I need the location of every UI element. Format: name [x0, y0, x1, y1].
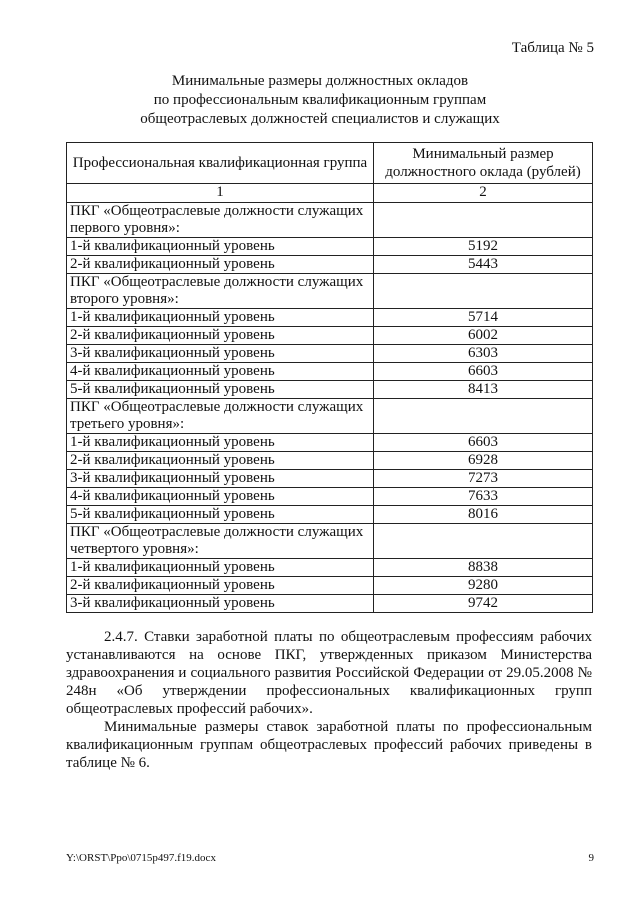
group-value-empty: [374, 399, 593, 434]
table-row: [67, 363, 593, 381]
header-group: Профессиональная квалификационная группа: [67, 143, 374, 184]
group-row: [67, 524, 593, 559]
salary-cell: 5714: [374, 309, 593, 327]
table-row: [67, 256, 593, 274]
table-row: [67, 238, 593, 256]
footer-file-path: Y:\ORST\Ppo\0715p497.f19.docx: [66, 852, 216, 864]
salary-cell: 8838: [374, 559, 593, 577]
table-row: [67, 327, 593, 345]
salary-cell: 6002: [374, 327, 593, 345]
table-row: [67, 506, 593, 524]
salary-cell: 6603: [374, 434, 593, 452]
group-title: ПКГ «Общеотраслевые должности служащих первого уровня»:: [67, 203, 374, 238]
table-row: [67, 381, 593, 399]
level-cell: 3-й квалификационный уровень: [67, 345, 374, 363]
table-row: [67, 434, 593, 452]
salary-cell: 8413: [374, 381, 593, 399]
level-cell: 2-й квалификационный уровень: [67, 256, 374, 274]
table-label: Таблица № 5: [511, 40, 594, 56]
group-title: ПКГ «Общеотраслевые должности служащих третьего уровня»:: [67, 399, 374, 434]
column-number-row: [67, 184, 593, 203]
level-cell: 2-й квалификационный уровень: [67, 452, 374, 470]
group-row: [67, 274, 593, 309]
table-row: [67, 470, 593, 488]
body-text: [66, 628, 592, 772]
salary-cell: 6603: [374, 363, 593, 381]
table-row: [67, 595, 593, 613]
level-cell: 5-й квалификационный уровень: [67, 506, 374, 524]
caption-line: по профессиональным квалификационным группам: [153, 92, 487, 108]
salary-cell: 9742: [374, 595, 593, 613]
level-cell: 4-й квалификационный уровень: [67, 488, 374, 506]
level-cell: 3-й квалификационный уровень: [67, 470, 374, 488]
group-value-empty: [374, 203, 593, 238]
salary-cell: 5443: [374, 256, 593, 274]
table-row: [67, 559, 593, 577]
group-value-empty: [374, 524, 593, 559]
salary-table: [66, 142, 593, 613]
group-row: [67, 399, 593, 434]
salary-cell: 6303: [374, 345, 593, 363]
group-value-empty: [374, 274, 593, 309]
caption-line: общеотраслевых должностей специалистов и служащих: [140, 111, 500, 127]
level-cell: 4-й квалификационный уровень: [67, 363, 374, 381]
salary-cell: 8016: [374, 506, 593, 524]
table-row: [67, 345, 593, 363]
table-caption: [0, 72, 640, 129]
level-cell: 5-й квалификационный уровень: [67, 381, 374, 399]
level-cell: 2-й квалификационный уровень: [67, 577, 374, 595]
paragraph: Минимальные размеры ставок заработной платы по профессиональным квалификационным группам общеотраслевых профессий рабочих приведены в таблице № 6.: [66, 719, 592, 771]
table-body: [67, 203, 593, 613]
paragraph: 2.4.7. Ставки заработной платы по общеотраслевым профессиям рабочих устанавливаются на основе ПКГ, утвержденных приказом Министерства здравоохранения и социального развития Российской Федерации от 29.05.2008 № 248н «Об утверждении профессиональных квалификационных групп общеотраслевых профессий рабочих».: [66, 629, 592, 717]
header-salary: Минимальный размер должностного оклада (рублей): [374, 143, 593, 184]
group-title: ПКГ «Общеотраслевые должности служащих четвертого уровня»:: [67, 524, 374, 559]
table-header-row: [67, 143, 593, 184]
group-title: ПКГ «Общеотраслевые должности служащих второго уровня»:: [67, 274, 374, 309]
level-cell: 1-й квалификационный уровень: [67, 559, 374, 577]
level-cell: 2-й квалификационный уровень: [67, 327, 374, 345]
salary-cell: 9280: [374, 577, 593, 595]
table-row: [67, 488, 593, 506]
caption-line: Минимальные размеры должностных окладов: [171, 73, 469, 89]
level-cell: 1-й квалификационный уровень: [67, 434, 374, 452]
level-cell: 1-й квалификационный уровень: [67, 238, 374, 256]
group-row: [67, 203, 593, 238]
page-number: 9: [588, 852, 594, 864]
level-cell: 3-й квалификационный уровень: [67, 595, 374, 613]
column-number: 2: [374, 184, 593, 203]
salary-cell: 6928: [374, 452, 593, 470]
table-row: [67, 309, 593, 327]
table-row: [67, 452, 593, 470]
salary-cell: 7273: [374, 470, 593, 488]
table-row: [67, 577, 593, 595]
salary-cell: 7633: [374, 488, 593, 506]
level-cell: 1-й квалификационный уровень: [67, 309, 374, 327]
salary-cell: 5192: [374, 238, 593, 256]
column-number: 1: [67, 184, 374, 203]
